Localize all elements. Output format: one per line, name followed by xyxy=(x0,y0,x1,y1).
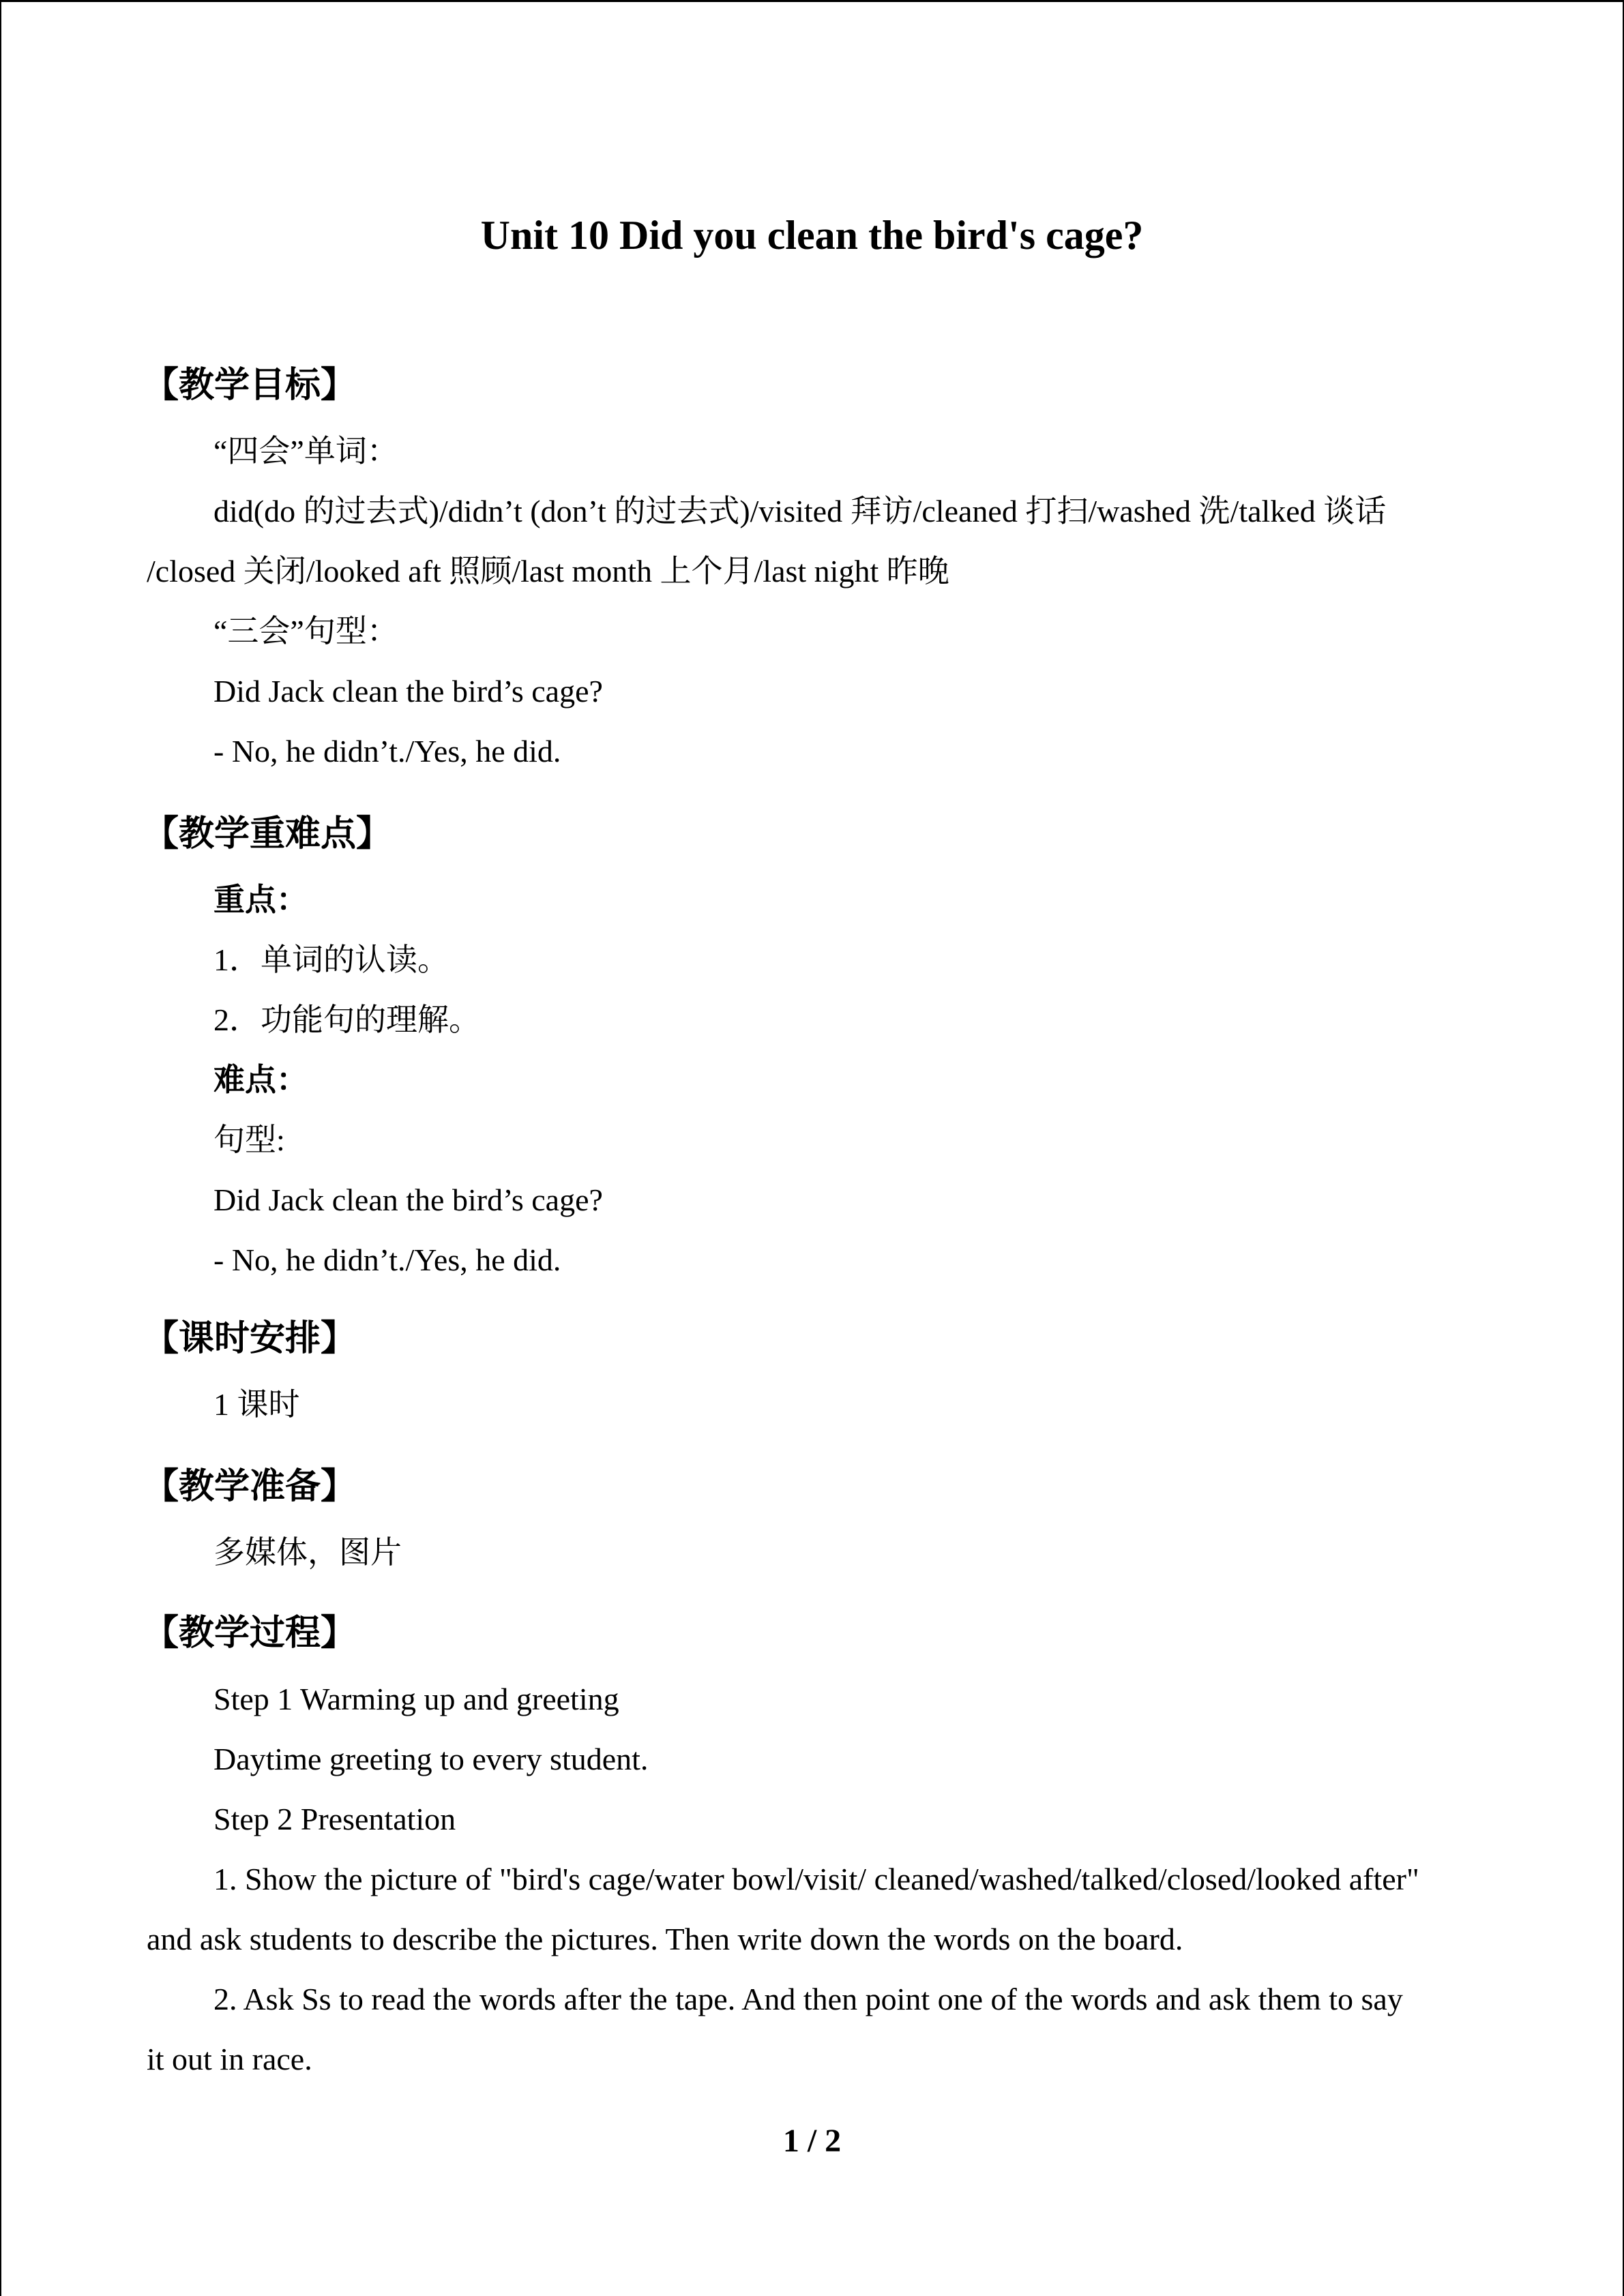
process-line: Step 1 Warming up and greeting xyxy=(213,1682,619,1716)
objective-line: “四会”单词： xyxy=(213,434,398,468)
page-top-border xyxy=(0,0,1624,2)
section-key-points xyxy=(143,810,1483,1290)
objective-line: - No, he didn’t./Yes, he did. xyxy=(213,734,561,769)
key-item: 2．功能句的理解。 xyxy=(213,1002,480,1037)
document-title: Unit 10 Did you clean the bird's cage? xyxy=(480,213,1144,258)
section-heading-schedule: 【课时安排】 xyxy=(143,1318,357,1359)
section-process xyxy=(143,1609,1483,2089)
section-preparation xyxy=(143,1463,1483,1583)
page-left-border xyxy=(0,0,1,2296)
section-heading-key-points: 【教学重难点】 xyxy=(143,814,392,854)
section-heading-process: 【教学过程】 xyxy=(143,1613,357,1654)
page-indicator: 1 / 2 xyxy=(782,2123,842,2159)
section-heading-preparation: 【教学准备】 xyxy=(143,1466,357,1507)
objective-line: Did Jack clean the bird’s cage? xyxy=(213,674,603,709)
key-label: 重点： xyxy=(213,882,308,917)
process-line: and ask students to describe the pictures. Then write down the words on the board. xyxy=(147,1922,1183,1956)
process-line: 2. Ask Ss to read the words after the tape. And then point one of the words and ask them to say xyxy=(213,1982,1403,2016)
section-objectives xyxy=(143,361,1483,781)
objective-line: did(do 的过去式)/didn’t (don’t 的过去式)/visited 拜访/cleaned 打扫/washed 洗/talked 谈话 xyxy=(213,494,1387,528)
difficult-label: 难点： xyxy=(213,1062,308,1097)
process-line: it out in race. xyxy=(147,2042,312,2076)
preparation-text: 多媒体，图片 xyxy=(213,1535,402,1570)
objective-line: /closed 关闭/looked aft 照顾/last month 上个月/last night 昨晚 xyxy=(147,554,949,588)
difficult-item: Did Jack clean the bird’s cage? xyxy=(213,1182,603,1217)
key-item: 1．单词的认读。 xyxy=(213,942,449,977)
difficult-item: - No, he didn’t./Yes, he did. xyxy=(213,1242,561,1277)
objective-line: “三会”句型： xyxy=(213,614,398,648)
section-heading-objectives: 【教学目标】 xyxy=(143,365,357,406)
difficult-item: 句型: xyxy=(213,1122,285,1157)
process-line: Daytime greeting to every student. xyxy=(213,1742,649,1776)
process-line: 1. Show the picture of "bird's cage/water bowl/visit/ cleaned/washed/talked/closed/looked after" xyxy=(213,1862,1419,1896)
process-line: Step 2 Presentation xyxy=(213,1802,456,1836)
section-schedule xyxy=(143,1315,1483,1435)
schedule-text: 1 课时 xyxy=(213,1387,300,1422)
